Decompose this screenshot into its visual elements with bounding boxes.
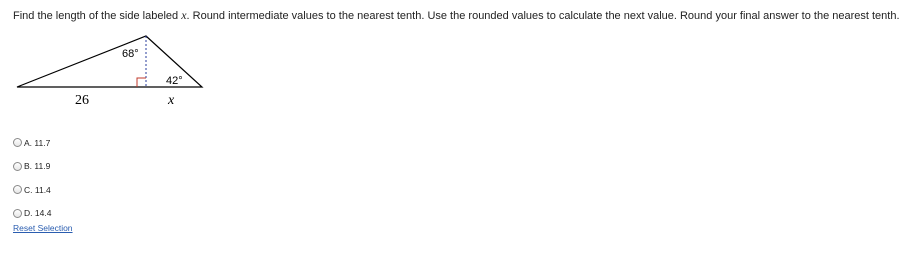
right-angle-label: 42°	[166, 75, 183, 87]
reset-selection-link[interactable]: Reset Selection	[13, 223, 73, 233]
radio-d-icon[interactable]	[13, 209, 22, 218]
radio-a-icon[interactable]	[13, 138, 22, 147]
top-angle-label: 68°	[122, 48, 139, 60]
right-segment-label: x	[168, 93, 175, 108]
option-d[interactable]	[13, 202, 51, 226]
option-c-label: C. 11.4	[24, 184, 51, 195]
option-b[interactable]	[13, 155, 51, 179]
option-d-label: D. 14.4	[24, 208, 52, 219]
right-angle-marker	[137, 78, 146, 87]
option-c[interactable]	[13, 178, 51, 202]
radio-b-icon[interactable]	[13, 162, 22, 171]
radio-c-icon[interactable]	[13, 185, 22, 194]
option-a-label: A. 11.7	[24, 137, 51, 148]
question-prefix: Find the length of the side labeled	[13, 10, 182, 22]
option-b-label: B. 11.9	[24, 161, 51, 172]
answer-options	[13, 131, 51, 225]
option-a[interactable]	[13, 131, 51, 155]
question-variable: x	[181, 8, 187, 22]
left-segment-label: 26	[75, 93, 89, 108]
question-suffix: . Round intermediate values to the nearest tenth. Use the rounded values to calculate the next value. Round your final answer to the nearest tenth.	[186, 10, 900, 22]
